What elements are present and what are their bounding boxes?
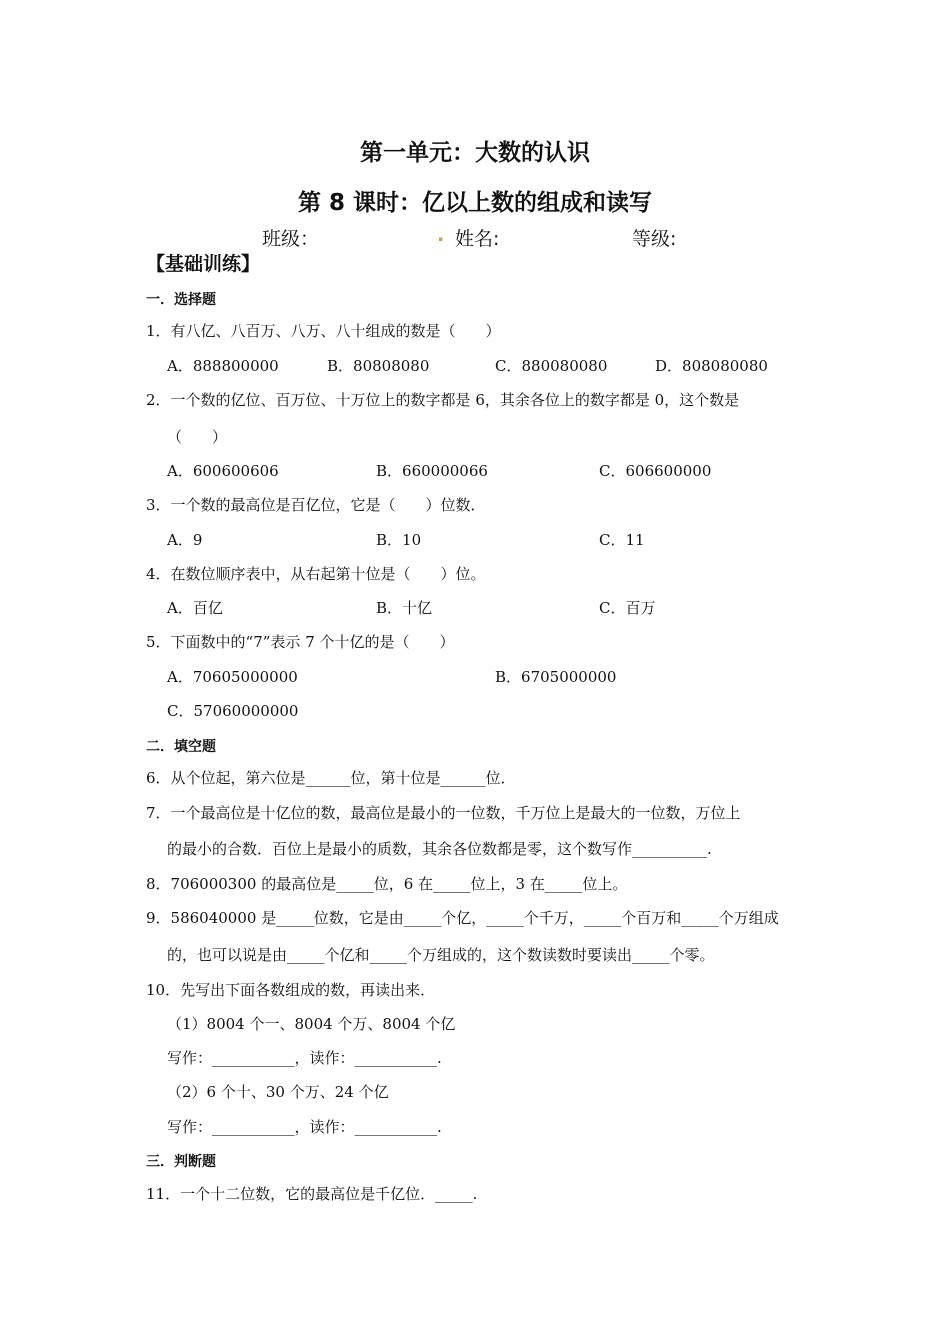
question-7-line-2: 的最小的合数．百位上是最小的质数，其余各位数都是零，这个数写作__________. (167, 840, 712, 858)
lesson-title: 第 8 课时：亿以上数的组成和读写 (297, 190, 653, 216)
question-10-part-1: （1）8004 个一、8004 个万、8004 个亿 (167, 1015, 456, 1033)
section-choice-heading: 一．选择题 (146, 292, 216, 308)
question-2-paren: （ ） (167, 428, 228, 446)
question-9-line-1: 9．586040000 是_____位数，它是由_____个亿，_____个千万，_____个百万和_____个万组成 (146, 909, 779, 927)
separator-dot: . (437, 224, 445, 246)
question-4-option-c: C．百万 (599, 599, 656, 617)
question-4-stem: 4．在数位顺序表中，从右起第十位是（ ）位。 (146, 565, 486, 583)
grade-label: 等级: (632, 228, 677, 250)
question-8: 8．706000300 的最高位是_____位，6 在_____位上，3 在_____位上。 (146, 875, 628, 893)
question-3-option-a: A．9 (167, 531, 203, 549)
training-heading: 【基础训练】 (146, 253, 261, 275)
question-3-stem: 3．一个数的最高位是百亿位，它是（ ）位数． (146, 496, 486, 514)
question-4-option-a: A．百亿 (167, 599, 223, 617)
question-5-option-c: C．57060000000 (167, 702, 299, 720)
class-label: 班级： (262, 228, 320, 250)
question-6: 6．从个位起，第六位是______位，第十位是______位． (146, 769, 516, 787)
question-4-option-b: B．十亿 (376, 599, 433, 617)
question-1-option-c: C．880080080 (495, 357, 608, 375)
name-label: 姓名: (455, 228, 500, 250)
section-judge-heading: 三．判断题 (146, 1154, 216, 1170)
section-fill-heading: 二．填空题 (146, 739, 216, 755)
question-11: 11．一个十二位数，它的最高位是千亿位．_____. (146, 1185, 478, 1203)
question-2-option-b: B．660000066 (376, 462, 488, 480)
question-7-line-1: 7．一个最高位是十亿位的数，最高位是最小的一位数，千万位上是最大的一位数，万位上 (146, 804, 741, 822)
question-10-answer-1: 写作：___________，读作：___________. (167, 1049, 442, 1067)
question-5-option-a: A．70605000000 (167, 668, 298, 686)
question-2-option-c: C．606600000 (599, 462, 712, 480)
question-1-option-a: A．888800000 (167, 357, 279, 375)
question-10-part-2: （2）6 个十、30 个万、24 个亿 (167, 1083, 389, 1101)
question-3-option-b: B．10 (376, 531, 422, 549)
unit-title: 第一单元：大数的认识 (360, 140, 590, 166)
question-1-stem: 1．有八亿、八百万、八万、八十组成的数是（ ） (146, 322, 501, 340)
question-2-stem: 2．一个数的亿位、百万位、十万位上的数字都是 6，其余各位上的数字都是 0，这个数是 (146, 391, 740, 409)
question-5-option-b: B．6705000000 (495, 668, 617, 686)
question-5-stem: 5．下面数中的“7”表示 7 个十亿的是（ ） (146, 633, 455, 651)
question-3-option-c: C．11 (599, 531, 645, 549)
question-1-option-b: B．80808080 (327, 357, 430, 375)
question-10-stem: 10．先写出下面各数组成的数，再读出来． (146, 981, 436, 999)
question-1-option-d: D．808080080 (655, 357, 768, 375)
question-2-option-a: A．600600606 (167, 462, 279, 480)
question-10-answer-2: 写作：___________，读作：___________. (167, 1118, 442, 1136)
question-9-line-2: 的，也可以说是由_____个亿和_____个万组成的，这个数读数时要读出_____个零。 (167, 946, 715, 964)
